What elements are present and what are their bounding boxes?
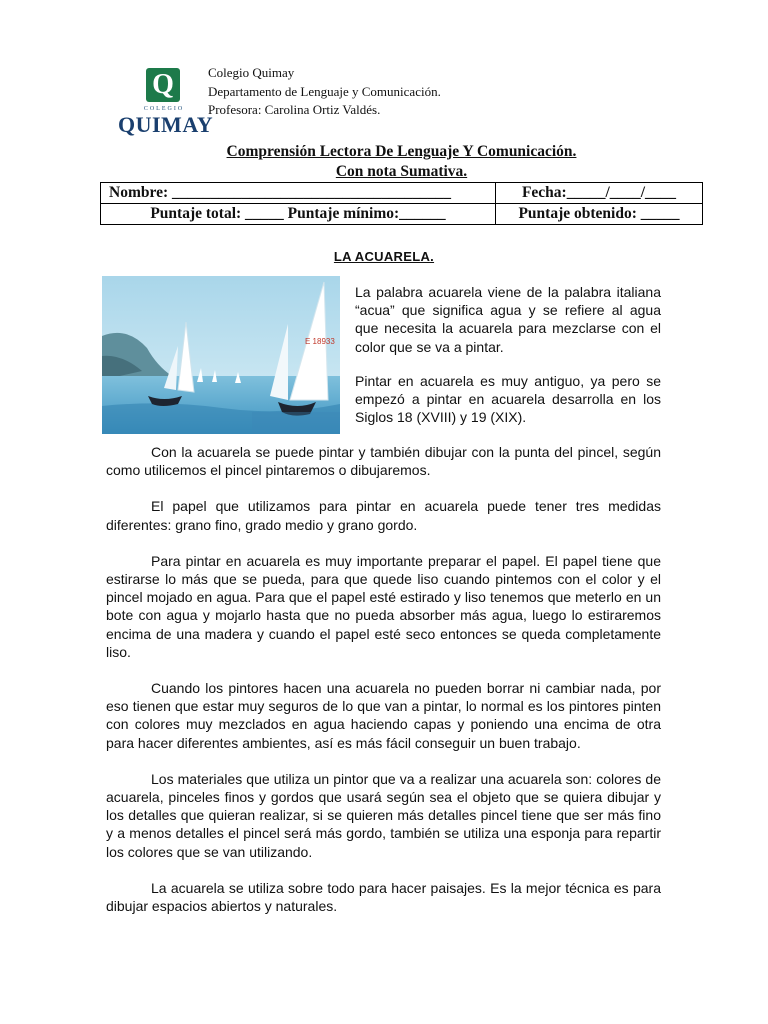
paragraph: Con la acuarela se puede pintar y también dibujar con la punta del pincel, según como utilicemos el pincel pintaremos o dibujaremos. (106, 444, 661, 479)
sailboats-illustration (102, 276, 340, 434)
teacher-name: Profesora: Carolina Ortiz Valdés. (208, 102, 381, 117)
intro-paragraph-2: Pintar en acuarela es muy antiguo, ya pero se empezó a pintar en acuarela desarrolla en los Siglos 18 (XVIII) y 19 (XIX). (355, 373, 661, 426)
document-title: Comprensión Lectora De Lenguaje Y Comunicación. (226, 143, 577, 160)
paragraph: La acuarela se utiliza sobre todo para hacer paisajes. Es la mejor técnica es para dibujar espacios abiertos y naturales. (106, 879, 661, 915)
name-field[interactable]: Nombre: ____________________________________ (101, 183, 496, 204)
sail-number: E 18933 (305, 337, 335, 346)
school-logo (110, 66, 214, 138)
paragraph: Cuando los pintores hacen una acuarela no pueden borrar ni cambiar nada, por eso tienen que estar muy seguros de lo que van a pintar, lo normal es los pintores pinten con colores muy mezclados en agua haciendo capas y poniendo una encima de otra para hacer diferentes ambientes, así es más fácil conseguir un buen trabajo. (106, 680, 661, 751)
article-heading: LA ACUARELA. (333, 249, 435, 264)
logo-letter: Q (152, 69, 174, 100)
student-info-table (100, 182, 703, 225)
paragraph: Los materiales que utiliza un pintor que va a realizar una acuarela son: colores de acuarela, pinceles finos y gordos que usará según sea el objeto que se quiera dibujar y los detalles que quieran realizar, si se quieren más detalles pincel tiene que ser más fino y a menos detalles el pincel será más gordo, también se utiliza una esponja para repartir los colores que se van utilizando. (106, 770, 661, 860)
intro-paragraph-1: La palabra acuarela viene de la palabra italiana “acua” que significa agua y se refiere al agua que necesita la acuarela para mezclarse con el color que se va a pintar. (355, 284, 661, 355)
logo-subtitle: COLEGIO (143, 106, 185, 112)
score-obtained-field[interactable]: Puntaje obtenido: _____ (496, 204, 703, 225)
article-body (106, 443, 661, 933)
logo-emblem (146, 68, 180, 102)
date-field[interactable]: Fecha:_____/____/____ (496, 183, 703, 204)
paragraph: Para pintar en acuarela es muy importante preparar el papel. El papel tiene que estirarse lo más que se pueda, para que quede liso cuando pintemos con el color y el pincel mojado en agua. Para que el papel esté estirado y liso tenemos que meterlo en un bote con agua y mojarlo hasta que no pueda absorber más agua, luego lo estiraremos encima de una madera y cuando el papel esté seco entonces se queda completamente liso. (106, 552, 661, 660)
document-subtitle: Con nota Sumativa. (335, 163, 468, 180)
sailboats-photo (102, 276, 340, 434)
school-name: Colegio Quimay (208, 65, 295, 80)
department-name: Departamento de Lenguaje y Comunicación. (208, 83, 441, 99)
logo-name: QUIMAY (118, 112, 214, 137)
score-total-field[interactable]: Puntaje total: _____ Puntaje mínimo:______ (101, 204, 496, 225)
school-header (208, 64, 441, 120)
paragraph: El papel que utilizamos para pintar en acuarela puede tener tres medidas diferentes: grano fino, grado medio y grano gordo. (106, 498, 661, 533)
